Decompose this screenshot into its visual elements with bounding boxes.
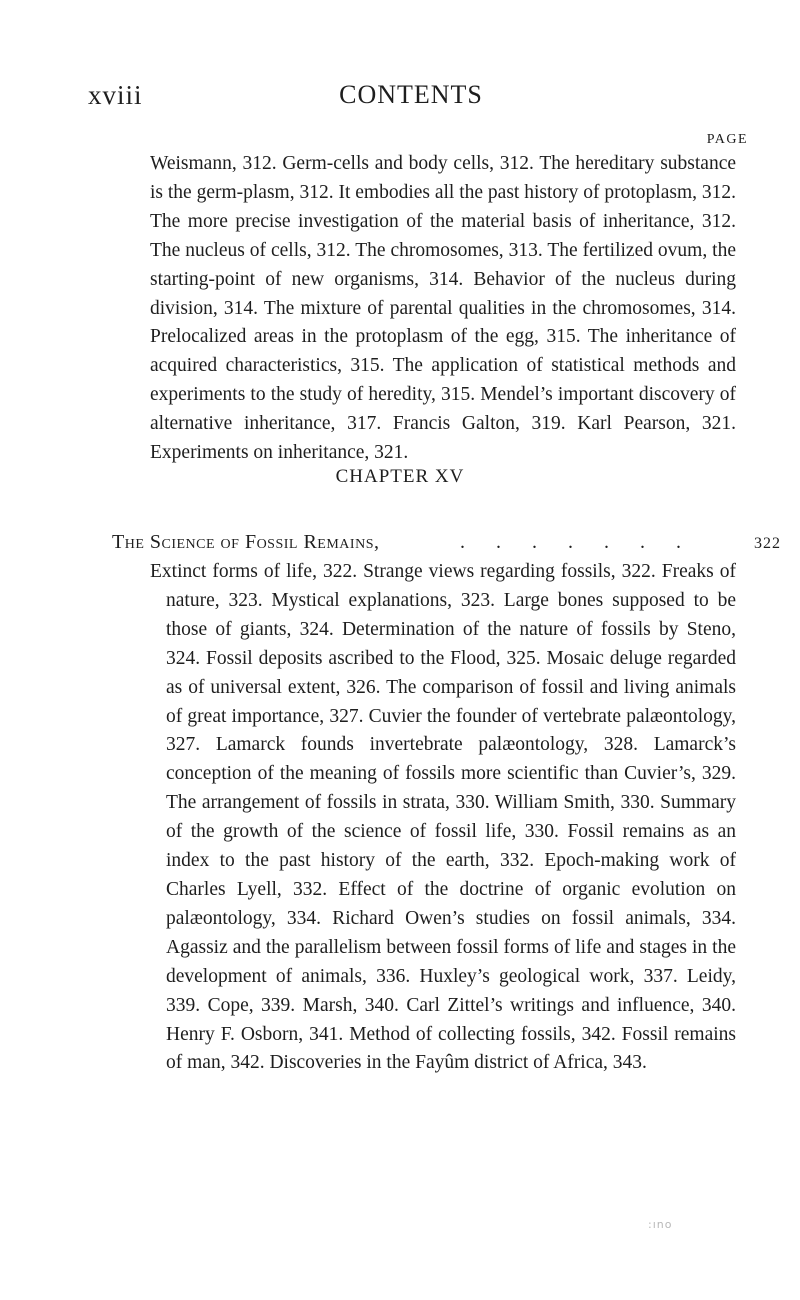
running-head — [88, 80, 734, 120]
chapter-summary-paragraph: Extinct forms of life, 322. Strange views regarding fossils, 322. Freaks of nature, 323. Mystical explanations, 323. Large bones supposed to be those of giants, 324. Determination of the nature of fossils by Steno, 324. Fossil deposits ascribed to the Flood, 325. Mosaic deluge regarded as of universal extent, 326. The comparison of fossil and living animals of great importance, 327. Cuvier the founder of vertebrate palæontology, 327. Lamarck founds invertebrate palæontology, 328. Lamarck’s conception of the meaning of fossils more scientific than Cuvier’s, 329. The arrangement of fossils in strata, 330. William Smith, 330. Summary of the growth of the science of fossil life, 330. Fossil remains as an index to the past history of the earth, 332. Epoch-making work of Charles Lyell, 332. Effect of the doctrine of organic evolution on palæontology, 334. Richard Owen’s studies on fossil animals, 334. Agassiz and the parallelism between fossil forms of life and stages in the development of animals, 336. Huxley’s geological work, 337. Leidy, 339. Cope, 339. Marsh, 340. Carl Zittel’s writings and influence, 340. Henry F. Osborn, 341. Method of collecting fossils, 342. Fossil remains of man, 342. Discoveries in the Fayûm district of Africa, 343. — [150, 561, 736, 1074]
faint-stamp-mark: :ıno — [648, 1218, 673, 1231]
continuation-paragraph: Weismann, 312. Germ-cells and body cells, 312. The hereditary substance is the germ-plasm, 312. It embodies all the past history of protoplasm, 312. The more precise investigation of the material basis of inheritance, 312. The nucleus of cells, 312. The chromosomes, 313. The fertilized ovum, the starting-point of new organisms, 314. Behavior of the nucleus during division, 314. The mixture of parental qualities in the chromosomes, 314. Prelocalized areas in the protoplasm of the egg, 315. The inheritance of acquired characteristics, 315. The application of statistical methods and experiments to the study of heredity, 315. Mendel’s important discovery of alternative inheritance, 317. Francis Galton, 319. Karl Pearson, 321. Experiments on inheritance, 321. — [150, 153, 736, 464]
toc-entry-title: The Science of Fossil Remains, — [112, 531, 380, 553]
running-title: CONTENTS — [339, 80, 483, 109]
page-number: xviii — [88, 80, 143, 110]
chapter-heading: CHAPTER XV — [335, 466, 465, 487]
page-column-label: PAGE — [706, 132, 748, 147]
toc-leader-dots: . . . . . . . — [460, 531, 694, 553]
toc-entry — [112, 527, 800, 557]
toc-entry-page: 322 — [754, 535, 781, 552]
